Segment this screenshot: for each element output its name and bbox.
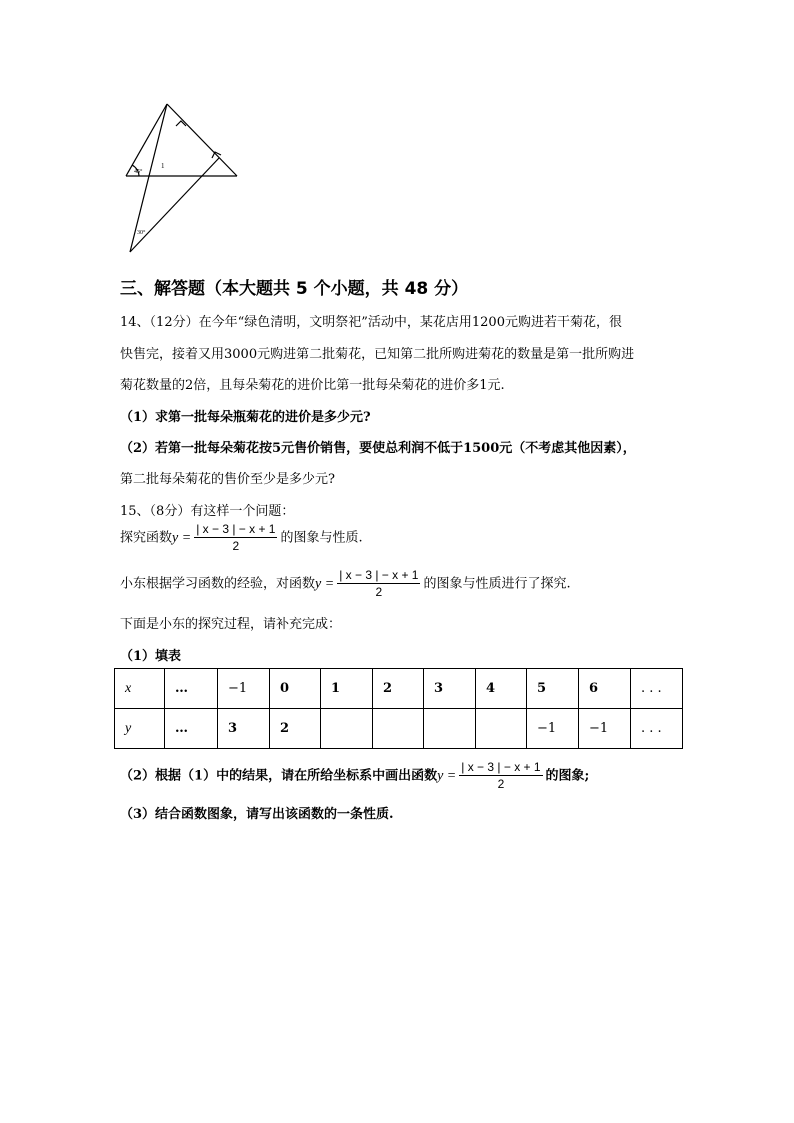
- part2-suffix: 的图象;: [545, 768, 590, 784]
- fraction-numerator: | x − 3 | − x + 1: [339, 568, 419, 582]
- table-cell: 4: [476, 669, 527, 709]
- table-cell: −1: [218, 669, 270, 709]
- table-cell: [476, 709, 527, 749]
- q14-part2-line1: （2）若第一批每朵菊花按5元售价销售，要使总利润不低于1500元（不考虑其他因素），: [120, 441, 636, 456]
- function-lhs: y =: [172, 530, 192, 546]
- table-cell: . . .: [631, 709, 683, 749]
- table-cell: −1: [579, 709, 631, 749]
- table-cell: x: [115, 669, 165, 709]
- fraction-numerator: | x − 3 | − x + 1: [196, 522, 276, 536]
- fraction-denominator: 2: [497, 777, 505, 791]
- q15-explore-line: [120, 522, 363, 554]
- table-cell: [424, 709, 476, 749]
- table-cell: y: [115, 709, 165, 749]
- value-table: [114, 668, 683, 749]
- xiaodong-suffix: 的图象与性质进行了探究.: [423, 576, 571, 592]
- right-side: [167, 104, 237, 176]
- q15-xiaodong-line: [120, 568, 571, 600]
- table-cell: …: [165, 669, 218, 709]
- fraction-denominator: 2: [232, 539, 240, 553]
- q14-line2: 快售完，接着又用3000元购进第二批菊花，已知第二批所购进菊花的数量是第一批所购进: [120, 347, 635, 362]
- table-cell: 3: [424, 669, 476, 709]
- q15-part3: （3）结合函数图象，请写出该函数的一条性质.: [120, 807, 394, 822]
- part2-prefix: （2）根据（1）中的结果，请在所给坐标系中画出函数: [120, 768, 438, 784]
- table-cell: …: [165, 709, 218, 749]
- fraction-numerator: | x − 3 | − x + 1: [461, 760, 541, 774]
- q15-part2-line: [120, 760, 589, 792]
- table-cell: . . .: [631, 669, 683, 709]
- q15-process: 下面是小东的探究过程，请补充完成：: [120, 617, 342, 632]
- table-cell: 2: [270, 709, 321, 749]
- angle-45-label: 45°: [134, 169, 143, 175]
- table-cell: [373, 709, 424, 749]
- section-heading: 三、解答题（本大题共 5 个小题，共 48 分）: [120, 279, 469, 299]
- hypotenuse-line: [130, 158, 219, 252]
- transversal-line: [130, 104, 167, 252]
- table-row-y: [115, 709, 683, 749]
- explore-prefix: 探究函数: [120, 530, 173, 546]
- table-cell: [321, 709, 373, 749]
- angle-1-label: 1: [161, 162, 165, 170]
- q14-line1: 14、（12分）在今年“绿色清明，文明祭祀”活动中，某花店用1200元购进若干菊花，很: [120, 315, 622, 330]
- table-cell: 5: [527, 669, 579, 709]
- table-cell: 6: [579, 669, 631, 709]
- table-cell: 0: [270, 669, 321, 709]
- q15-part1-label: （1）填表: [120, 649, 182, 664]
- fraction-denominator: 2: [375, 585, 383, 599]
- table-cell: 2: [373, 669, 424, 709]
- triangle-figure: [118, 100, 248, 260]
- angle-30-label: 30°: [137, 230, 146, 236]
- function-fraction: [337, 568, 420, 600]
- table-row-x: [115, 669, 683, 709]
- table-cell: 3: [218, 709, 270, 749]
- q14-part2-line2: 第二批每朵菊花的售价至少是多少元?: [120, 472, 335, 487]
- function-lhs: y =: [315, 576, 335, 592]
- function-fraction: [194, 522, 277, 554]
- q14-line3: 菊花数量的2倍，且每朵菊花的进价比第一批每朵菊花的进价多1元.: [120, 378, 505, 393]
- table-cell: −1: [527, 709, 579, 749]
- explore-suffix: 的图象与性质.: [280, 530, 363, 546]
- function-lhs: y =: [437, 768, 457, 784]
- table-cell: 1: [321, 669, 373, 709]
- xiaodong-prefix: 小东根据学习函数的经验，对函数: [120, 576, 316, 592]
- q14-part1: （1）求第一批每朵瓶菊花的进价是多少元?: [120, 410, 371, 425]
- q15-intro: 15、（8分）有这样一个问题：: [120, 504, 295, 519]
- function-fraction: [459, 760, 542, 792]
